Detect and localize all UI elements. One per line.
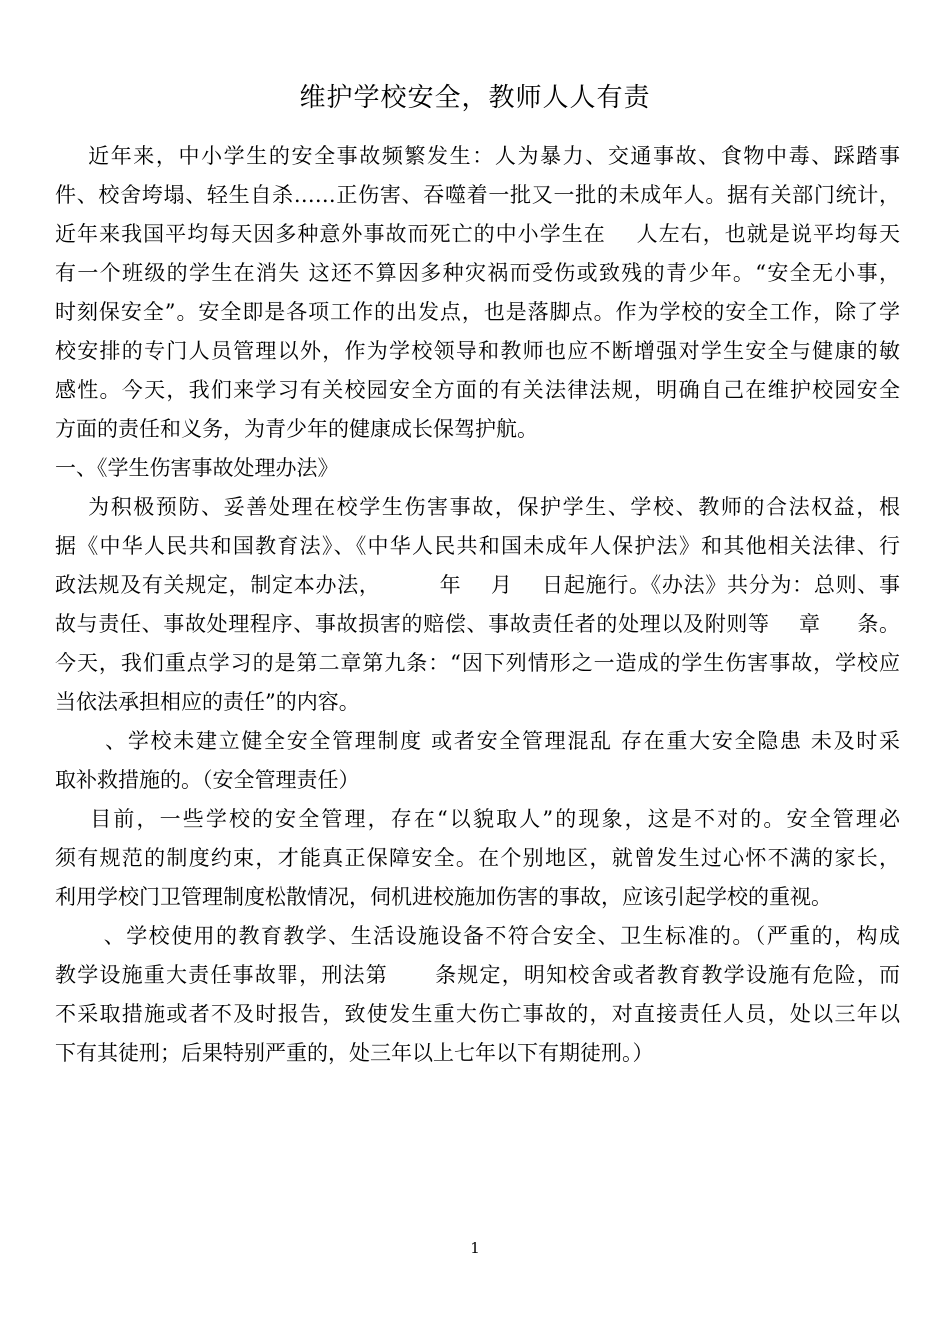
text-line: 取补救措施的。（安全管理责任） (55, 768, 360, 792)
text-line: 近年来我国平均每天因多种意外事故而死亡的中小学生在 人左右，也就是说平均每天 (55, 222, 900, 246)
text-line: 下有其徒刑；后果特别严重的，处三年以上七年以下有期徒刑。） (55, 1041, 654, 1065)
text-line: 不采取措施或者不及时报告，致使发生重大伤亡事故的，对直接责任人员，处以三年以 (55, 1002, 900, 1026)
section-heading: 一、《学生伤害事故处理办法》 (55, 456, 339, 480)
text-line: 校安排的专门人员管理以外，作为学校领导和教师也应不断增强对学生安全与健康的敏 (55, 339, 900, 363)
text-line: 有一个班级的学生在消失 这还不算因多种灾祸而受伤或致残的青少年。“安全无小事， (55, 261, 900, 285)
text-line: 近年来，中小学生的安全事故频繁发生：人为暴力、交通事故、食物中毒、踩踏事 (55, 144, 900, 168)
text-line: 利用学校门卫管理制度松散情况，伺机进校施加伤害的事故，应该引起学校的重视。 (55, 885, 832, 909)
text-line: 时刻保安全”。安全即是各项工作的出发点，也是落脚点。作为学校的安全工作，除了学 (55, 300, 900, 324)
document-body (55, 137, 900, 1073)
text-line: 政法规及有关规定，制定本办法， 年 月 日起施行。《办法》共分为：总则、事 (55, 573, 900, 597)
text-line: 今天，我们重点学习的是第二章第九条：“因下列情形之一造成的学生伤害事故，学校应 (55, 651, 900, 675)
text-line: 目前，一些学校的安全管理，存在“以貌取人”的现象，这是不对的。安全管理必 (55, 807, 900, 831)
text-line: 、学校未建立健全安全管理制度 或者安全管理混乱 存在重大安全隐患 未及时采 (55, 729, 900, 753)
page-number: 1 (470, 1239, 480, 1257)
text-line: 教学设施重大责任事故罪，刑法第 条规定，明知校舍或者教育教学设施有危险，而 (55, 963, 900, 987)
text-line: 、学校使用的教育教学、生活设施设备不符合安全、卫生标准的。（严重的，构成 (55, 924, 900, 948)
text-line: 须有规范的制度约束，才能真正保障安全。在个别地区，就曾发生过心怀不满的家长， (55, 846, 900, 870)
text-line: 故与责任、事故处理程序、事故损害的赔偿、事故责任者的处理以及附则等 章 条。 (55, 612, 900, 636)
text-line: 方面的责任和义务，为青少年的健康成长保驾护航。 (55, 417, 538, 441)
text-line: 件、校舍垮塌、轻生自杀……正伤害、吞噬着一批又一批的未成年人。据有关部门统计， (55, 183, 900, 207)
text-line: 为积极预防、妥善处理在校学生伤害事故，保护学生、学校、教师的合法权益，根 (55, 495, 900, 519)
text-line: 据《中华人民共和国教育法》、《中华人民共和国未成年人保护法》和其他相关法律、行 (55, 534, 900, 558)
page-title: 维护学校安全，教师人人有责 (299, 83, 651, 113)
text-line: 当依法承担相应的责任”的内容。 (55, 690, 360, 714)
text-line: 感性。今天，我们来学习有关校园安全方面的有关法律法规，明确自己在维护校园安全 (55, 378, 900, 402)
